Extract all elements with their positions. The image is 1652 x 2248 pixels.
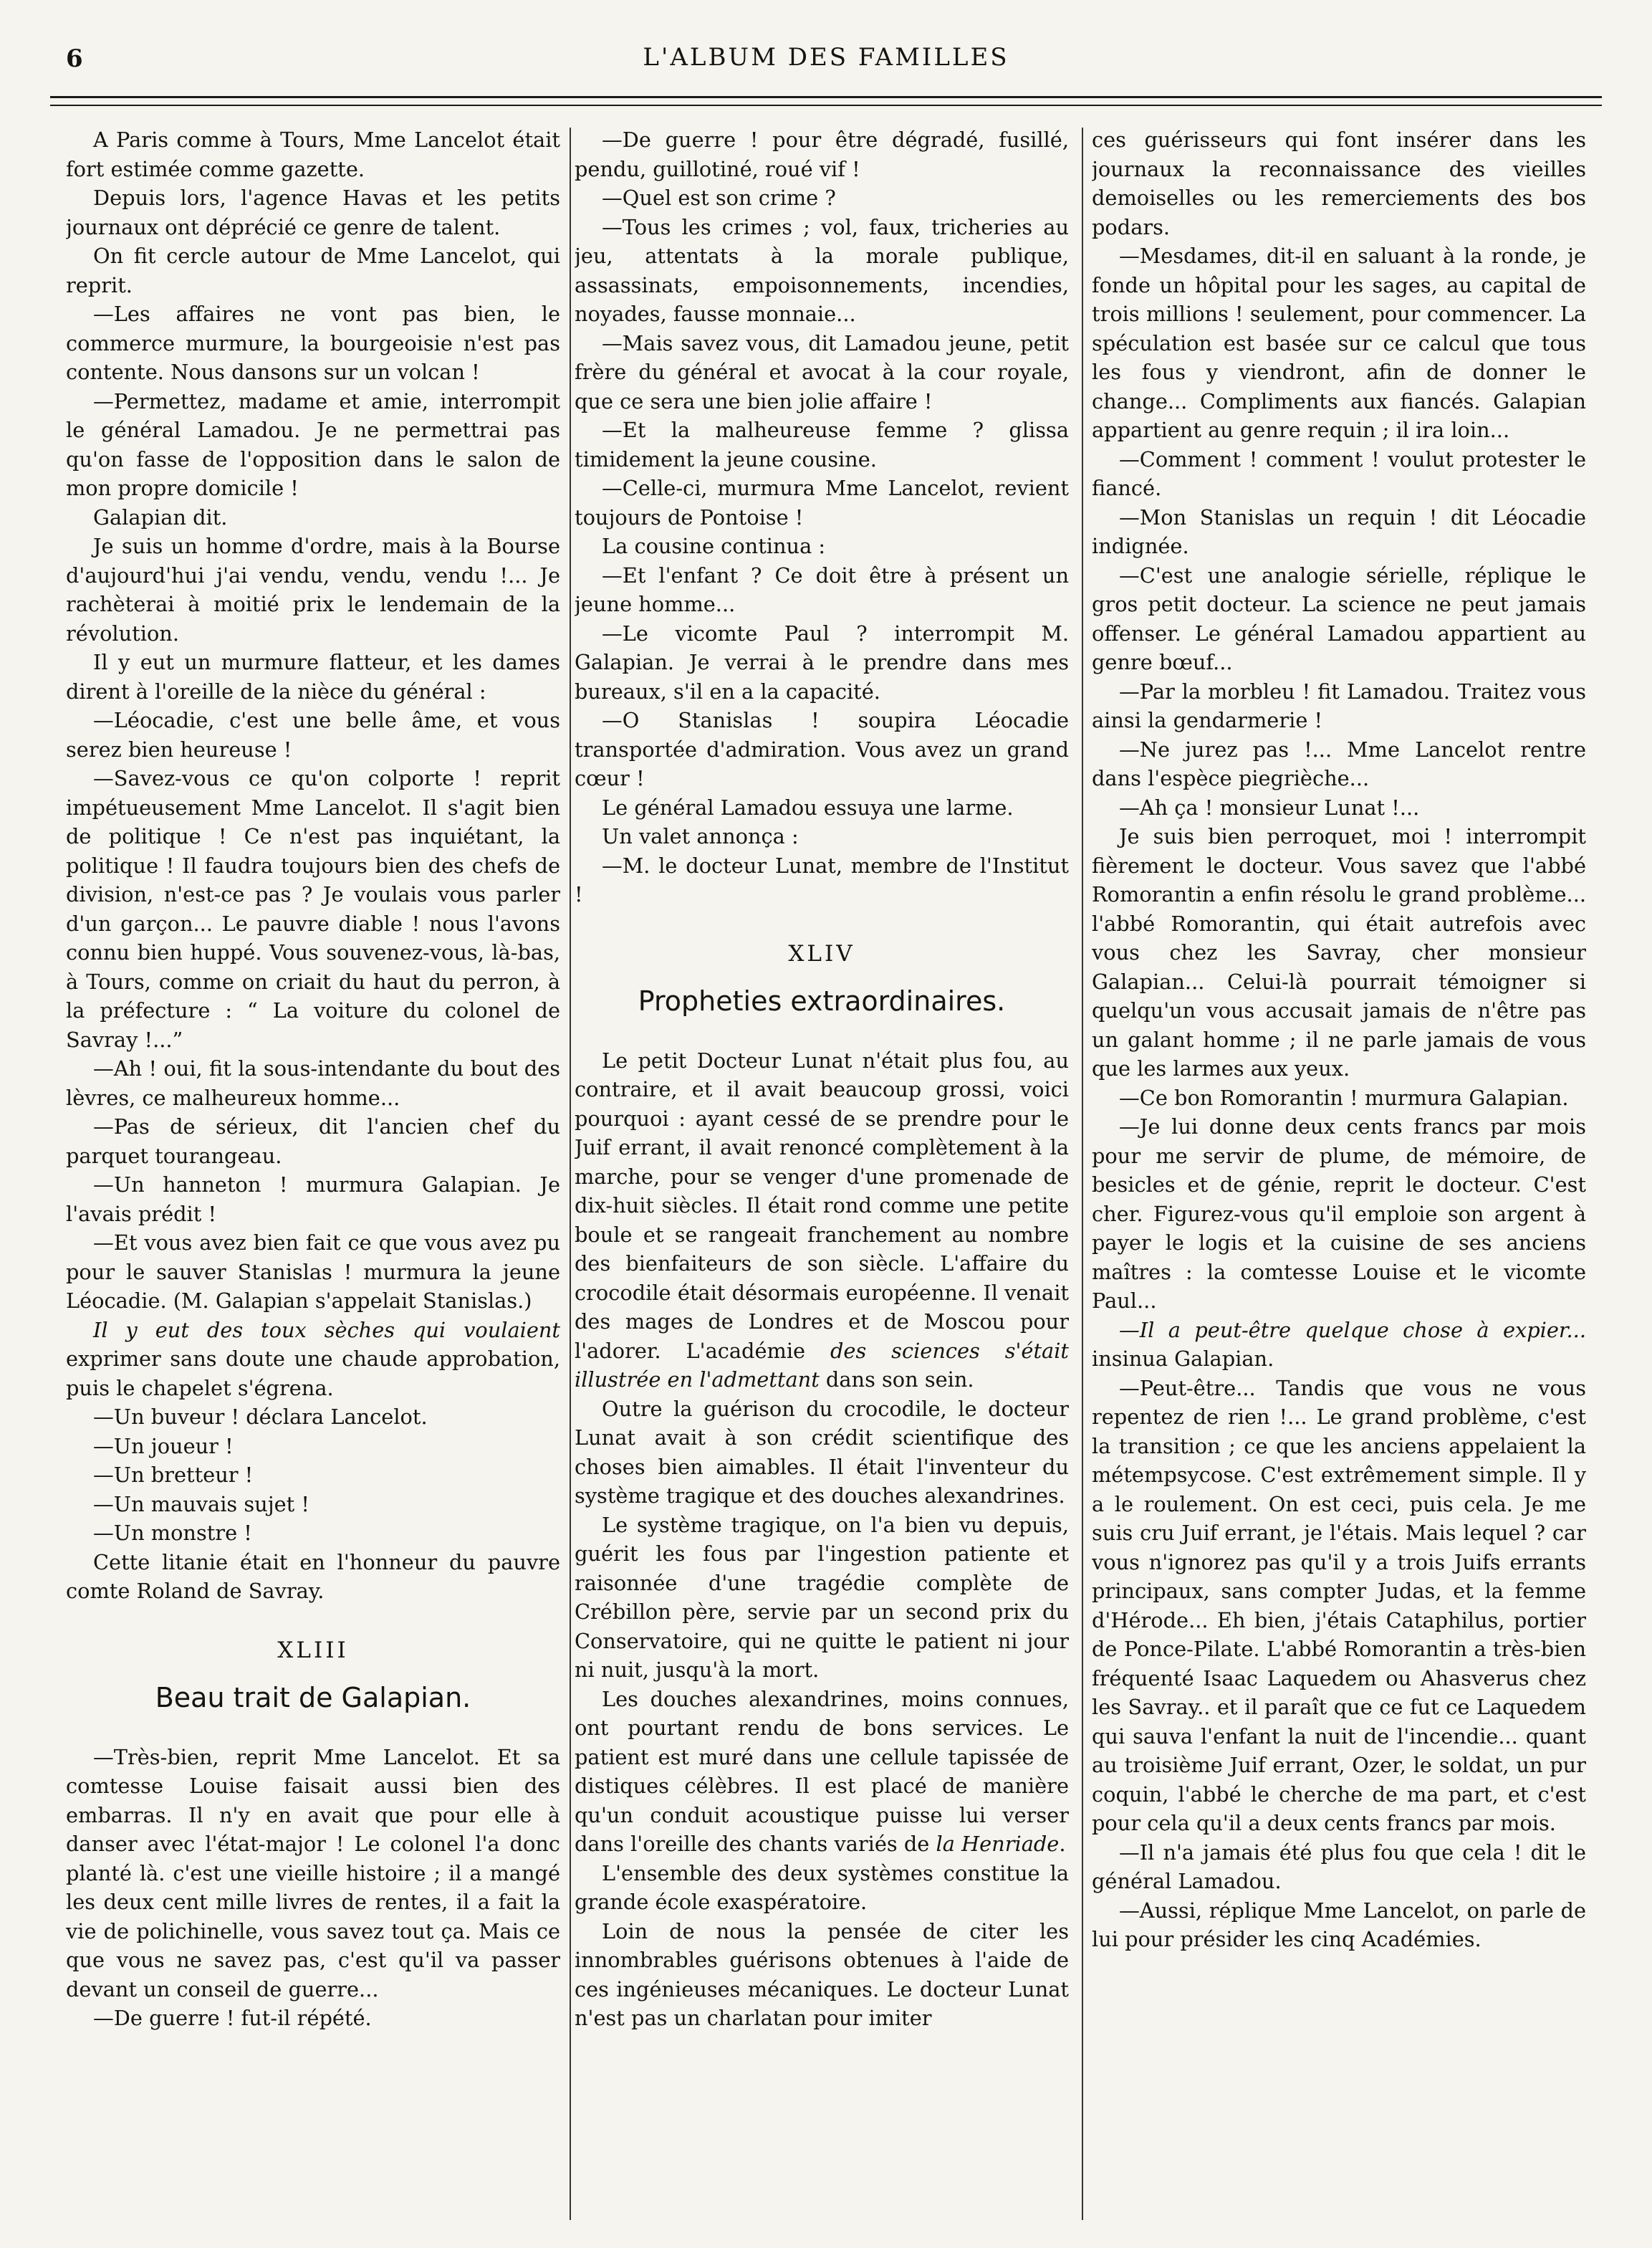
paragraph-text: —C'est une analogie sérielle, réplique le gros petit docteur. La science ne peut jamais offenser. Le général Lamadou appartient au genre bœuf... (1092, 563, 1586, 674)
page-header (50, 42, 1602, 85)
paragraph (575, 1511, 1069, 1685)
paragraph (66, 1170, 560, 1228)
paragraph-text: . (1059, 1832, 1066, 1856)
paragraph (66, 1518, 560, 1548)
paragraph-text: —Quel est son crime ? (602, 186, 836, 210)
paragraph (1092, 445, 1586, 503)
paragraph (66, 2004, 560, 2033)
paragraph (575, 706, 1069, 793)
italic-text: des sciences s'était illustrée en l'admettant (575, 1338, 1069, 1392)
paragraph (66, 1112, 560, 1170)
paragraph-text: Je suis un homme d'ordre, mais à la Bourse d'aujourd'hui j'ai vendu, vendu, vendu !... Je rachèterai à moitié prix le lendemain de la révolution. (66, 534, 560, 646)
paragraph-text: —Permettez, madame et amie, interrompit le général Lamadou. Je ne permettrai pas qu'on fasse de l'opposition dans le salon de mon propre domicile ! (66, 388, 560, 500)
column-divider (1082, 128, 1083, 2220)
paragraph (66, 764, 560, 1054)
paragraph (575, 183, 1069, 213)
paragraph (1092, 1896, 1586, 1954)
chapter-title: Beau trait de Galapian. (155, 1682, 471, 1713)
paragraph (1092, 1112, 1586, 1316)
paragraph (66, 1316, 560, 1403)
paragraph-text: —Et la malheureuse femme ? glissa timidement la jeune cousine. (575, 418, 1069, 472)
paragraph-text: —Mon Stanislas un requin ! dit Léocadie indignée. (1092, 504, 1586, 558)
text-column-middle (575, 125, 1069, 2204)
paragraph-text: —Un monstre ! (93, 1521, 252, 1545)
paragraph-text: La cousine continua : (602, 534, 826, 558)
paragraph (66, 183, 560, 241)
paragraph (575, 1685, 1069, 1859)
paragraph (575, 125, 1069, 183)
paragraph (575, 474, 1069, 532)
paragraph-text: —Un mauvais sujet ! (93, 1491, 309, 1516)
italic-text: —Il a peut-être quelque chose à expier... (1119, 1317, 1586, 1342)
paragraph-text: Loin de nous la pensée de citer les innombrables guérisons obtenues à l'aide de ces ingénieuses mécaniques. Le docteur Lunat n'est pas un charlatan pour imiter (575, 1918, 1069, 2030)
paragraph (66, 1490, 560, 1519)
paragraph (1092, 735, 1586, 793)
paragraph (66, 1548, 560, 1606)
paragraph-text: —Un hanneton ! murmura Galapian. Je l'avais prédit ! (66, 1172, 560, 1226)
paragraph-text: —Ne jurez pas !... Mme Lancelot rentre dans l'espèce piegrièche... (1092, 737, 1586, 790)
paragraph (575, 561, 1069, 619)
paragraph-text: Le général Lamadou essuya une larme. (602, 795, 1014, 820)
paragraph-text: —De guerre ! pour être dégradé, fusillé, pendu, guillotiné, roué vif ! (575, 128, 1069, 181)
italic-text: la Henriade (936, 1832, 1060, 1856)
paragraph-text: —Comment ! comment ! voulut protester le fiancé. (1092, 446, 1586, 500)
paragraph-text: —Un bretteur ! (93, 1463, 254, 1487)
paragraph-text: —M. le docteur Lunat, membre de l'Institut ! (575, 853, 1069, 907)
paragraph-text: exprimer sans doute une chaude approbation, puis le chapelet s'égrena. (66, 1347, 560, 1400)
header-rule (50, 96, 1602, 106)
paragraph (1092, 793, 1586, 823)
paragraph-text: —Les affaires ne vont pas bien, le commerce murmure, la bourgeoisie n'est pas contente. Nous dansons sur un volcan ! (66, 302, 560, 384)
paragraph-text: —Il n'a jamais été plus fou que cela ! dit le général Lamadou. (1092, 1840, 1586, 1893)
paragraph (575, 1395, 1069, 1511)
paragraph-text: —Ce bon Romorantin ! murmura Galapian. (1119, 1085, 1569, 1110)
paragraph-text: —Ah ! oui, fit la sous-intendante du bout des lèvres, ce malheureux homme... (66, 1056, 560, 1110)
paragraph (1092, 1374, 1586, 1838)
paragraph-text: —Le vicomte Paul ? interrompit M. Galapian. Je verrai à le prendre dans mes bureaux, s'il en a la capacité. (575, 621, 1069, 704)
paragraph (66, 241, 560, 300)
paragraph (575, 851, 1069, 909)
paragraph-text: On fit cercle autour de Mme Lancelot, qui reprit. (66, 244, 560, 297)
paragraph-text: —O Stanislas ! soupira Léocadie transportée d'admiration. Vous avez un grand cœur ! (575, 708, 1069, 790)
paragraph-text: —Peut-être... Tandis que vous ne vous repentez de rien !... Le grand problème, c'est la transition ; ce que les anciens appelaient la métempsycose. C'est extrêmement simple. Il y a le roulement. On est ceci, puis cela. Je me suis cru Juif errant, je l'étais. Mais lequel ? car vous n'ignorez pas qu'il y a trois Juifs errants principaux, sans compter Judas, et la femme d'Hérode... Eh bien, j'étais Cataphilus, portier de Ponce-Pilate. L'abbé Romorantin a très-bien fréquenté Isaac Laquedem ou Ahasverus chez les Savray.. et il paraît que ce fut ce Laquedem qui sauva l'enfant la nuit de l'incendie... quant au troisième Juif errant, Ozer, le soldat, un pur coquin, l'abbé le cherche de ma part, et c'est pour cela qu'il a deux cents francs par mois. (1092, 1375, 1586, 1835)
paragraph-text: —Aussi, réplique Mme Lancelot, on parle de lui pour présider les cinq Académies. (1092, 1898, 1586, 1951)
paragraph (1092, 822, 1586, 1084)
paragraph-text: Il y eut un murmure flatteur, et les dames dirent à l'oreille de la nièce du général : (66, 650, 560, 704)
paragraph-text: Galapian dit. (93, 504, 228, 530)
paragraph (575, 416, 1069, 474)
paragraph (1092, 1838, 1586, 1896)
paragraph (66, 706, 560, 764)
column-divider (570, 128, 571, 2220)
paragraph-text: —Mesdames, dit-il en saluant à la ronde, je fonde un hôpital pour les sages, au capital de trois millions ! seulement, pour commencer. La spéculation est basée sur ce calcul que tous les fous y viendront, afin de donner le change... Compliments aux fiancés. Galapian appartient au genre requin ; il ira loin... (1092, 244, 1586, 442)
paragraph (575, 532, 1069, 561)
text-column-left (66, 125, 560, 2204)
paragraph (575, 329, 1069, 416)
paragraph (1092, 503, 1586, 561)
paragraph (575, 793, 1069, 823)
paragraph (1092, 677, 1586, 735)
chapter-title: Propheties extraordinaires. (638, 985, 1006, 1017)
paragraph (575, 1046, 1069, 1395)
paragraph (575, 1859, 1069, 1917)
paragraph-text: L'ensemble des deux systèmes constitue la grande école exaspératoire. (575, 1860, 1069, 1914)
running-title: L'ALBUM DES FAMILLES (643, 43, 1009, 72)
paragraph-text: —Et l'enfant ? Ce doit être à présent un jeune homme... (575, 563, 1069, 616)
paragraph (66, 503, 560, 532)
paragraph (575, 1917, 1069, 2033)
paragraph (66, 1460, 560, 1490)
paragraph-text: —De guerre ! fut-il répété. (93, 2006, 372, 2030)
chapter-number: XLIV (788, 940, 855, 967)
paragraph-text: Le système tragique, on l'a bien vu depuis, guérit les fous par l'ingestion patiente et raisonnée d'une tragédie complète de Crébillon père, servie par un second prix du Conservatoire, qui ne quitte le patient ni jour ni nuit, jusqu'à la mort. (575, 1512, 1069, 1682)
paragraph-text: ces guérisseurs qui font insérer dans les journaux la reconnaissance des vieilles demoiselles ou les remerciements des bos podars. (1092, 128, 1586, 239)
paragraph (66, 1743, 560, 2004)
paragraph-text: Les douches alexandrines, moins connues, ont pourtant rendu de bons services. Le patient est muré dans une cellule tapissée de distiques célèbres. Il est placé de manière qu'un conduit acoustique puisse lui verser dans l'oreille des chants variés de (575, 1686, 1069, 1856)
paragraph-text: Le petit Docteur Lunat n'était plus fou, au contraire, et il avait beaucoup grossi, voici pourquoi : ayant cessé de se prendre pour le Juif errant, il avait renoncé complètement à la marche, pour se venger d'une promenade de dix-huit siècles. Il était rond comme une petite boule et se rangeait franchement au nombre des bienfaiteurs de son siècle. L'affaire du crocodile était désormais européenne. Il venait des mages de Londres et de Moscou pour l'adorer. L'académie (575, 1048, 1069, 1363)
paragraph (66, 648, 560, 706)
paragraph-text: dans son sein. (819, 1367, 974, 1392)
paragraph (1092, 1316, 1586, 1374)
paragraph-text: —Tous les crimes ; vol, faux, tricheries au jeu, attentats à la morale publique, assassinats, empoisonnements, incendies, noyades, fausse monnaie... (575, 214, 1069, 326)
paragraph-text: —Je lui donne deux cents francs par mois pour me servir de plume, de mémoire, de besicles et de génie, reprit le docteur. C'est cher. Figurez-vous qu'il emploie son argent à payer le logis et la cuisine de ses anciens maîtres : la comtesse Louise et le vicomte Paul... (1092, 1114, 1586, 1313)
paragraph-text: —Un joueur ! (93, 1433, 234, 1458)
paragraph-text: Outre la guérison du crocodile, le docteur Lunat avait à son crédit scientifique des choses bien aimables. Il était l'inventeur du système tragique et des douches alexandrines. (575, 1396, 1069, 1508)
paragraph-text: Un valet annonça : (602, 824, 799, 848)
paragraph (1092, 125, 1586, 241)
text-column-right (1092, 125, 1586, 2204)
paragraph (575, 213, 1069, 329)
paragraph-text: insinua Galapian. (1092, 1347, 1274, 1371)
paragraph-text: —Un buveur ! déclara Lancelot. (93, 1405, 428, 1429)
paragraph-text: Depuis lors, l'agence Havas et les petits journaux ont déprécié ce genre de talent. (66, 186, 560, 239)
paragraph (66, 1432, 560, 1461)
paragraph (575, 822, 1069, 851)
paragraph (66, 532, 560, 648)
paragraph (1092, 561, 1586, 677)
paragraph-text: Cette litanie était en l'honneur du pauvre comte Roland de Savray. (66, 1549, 560, 1603)
paragraph-text: —Savez-vous ce qu'on colporte ! reprit impétueusement Mme Lancelot. Il s'agit bien de politique ! Ce n'est pas inquiétant, la politique ! Il faudra toujours bien des chefs de division, n'est-ce pas ? Je voulais vous parler d'un garçon... Le pauvre diable ! nous l'avons connu bien huppé. Vous souvenez-vous, là-bas, à Tours, comme on criait du haut du perron, à la préfecture : “ La voiture du colonel de Savray !...” (66, 766, 560, 1052)
paragraph (1092, 241, 1586, 445)
paragraph-text: —Pas de sérieux, dit l'ancien chef du parquet tourangeau. (66, 1114, 560, 1168)
paragraph (66, 1054, 560, 1112)
chapter-number: XLIII (277, 1637, 349, 1663)
paragraph (1092, 1084, 1586, 1113)
paragraph (575, 619, 1069, 707)
paragraph-text: —Léocadie, c'est une belle âme, et vous serez bien heureuse ! (66, 708, 560, 762)
paragraph-text: A Paris comme à Tours, Mme Lancelot était fort estimée comme gazette. (66, 128, 560, 181)
paragraph-text: Je suis bien perroquet, moi ! interrompit fièrement le docteur. Vous savez que l'abbé Romorantin a enfin résolu le grand problème... l'abbé Romorantin, qui était autrefois avec vous chez les Savray, cher monsieur Galapian... Celui-là pourrait témoigner si quelqu'un vous accusait jamais de n'être pas un galant homme ; il ne parle jamais de vous que les larmes aux yeux. (1092, 824, 1586, 1081)
paragraph (66, 125, 560, 183)
paragraph (66, 1228, 560, 1316)
paragraph (66, 1402, 560, 1432)
paragraph (66, 387, 560, 503)
paragraph (66, 300, 560, 387)
paragraph-text: —Ah ça ! monsieur Lunat !... (1119, 795, 1420, 820)
italic-text: Il y eut des toux sèches qui voulaient (93, 1317, 560, 1342)
paragraph-text: —Et vous avez bien fait ce que vous avez pu pour le sauver Stanislas ! murmura la jeune Léocadie. (M. Galapian s'appelait Stanislas.) (66, 1230, 560, 1313)
page-number: 6 (66, 44, 83, 73)
paragraph-text: —Par la morbleu ! fit Lamadou. Traitez vous ainsi la gendarmerie ! (1092, 679, 1586, 732)
paragraph-text: —Mais savez vous, dit Lamadou jeune, petit frère du général et avocat à la cour royale, que ce sera une bien jolie affaire ! (575, 330, 1069, 413)
paragraph-text: —Très-bien, reprit Mme Lancelot. Et sa comtesse Louise faisait aussi bien des embarras. Il n'y en avait que pour elle à danser avec l'état-major ! Le colonel l'a donc planté là. c'est une vieille histoire ; il a mangé les deux cent mille livres de rentes, il a fait la vie de polichinelle, vous savez tout ça. Mais ce que vous ne savez pas, c'est qu'il va passer devant un conseil de guerre... (66, 1744, 560, 2001)
paragraph-text: —Celle-ci, murmura Mme Lancelot, revient toujours de Pontoise ! (575, 476, 1069, 530)
